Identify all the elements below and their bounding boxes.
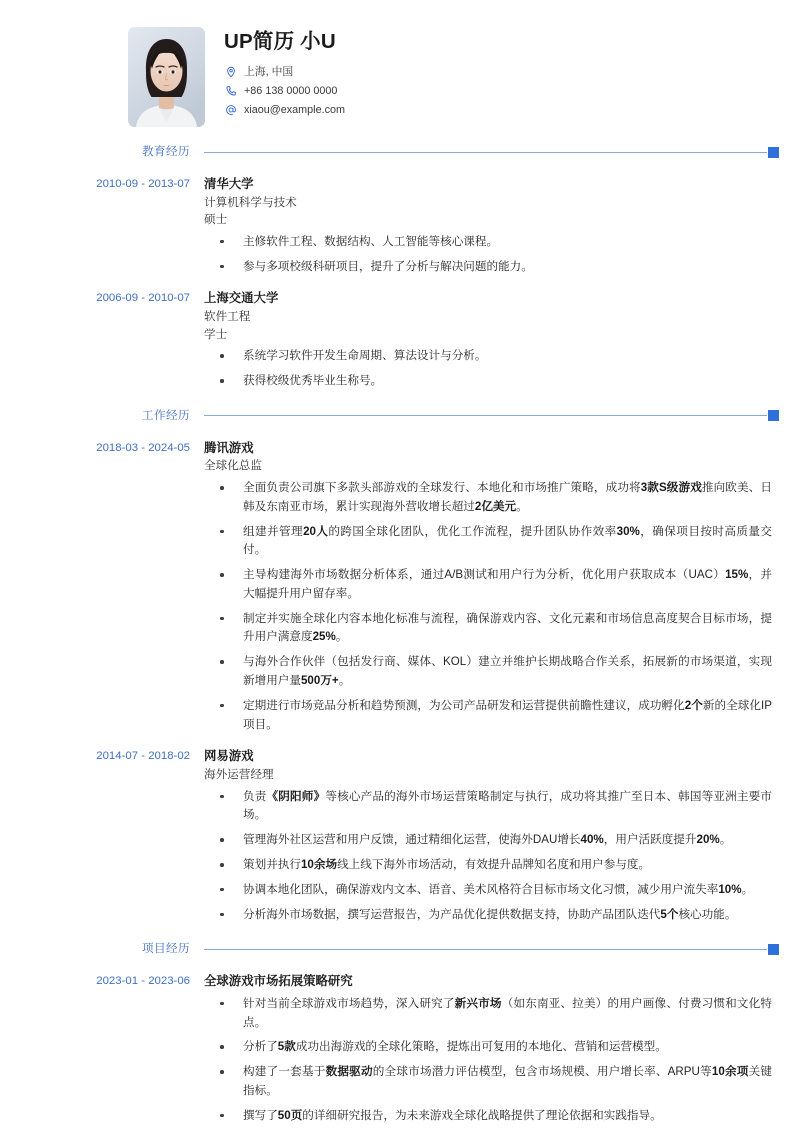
contact-phone — [224, 83, 345, 99]
bullet-item: 与海外合作伙伴（包括发行商、媒体、KOL）建立并维护长期战略合作关系，拓展新的市场渠道，实现新增用户量500万+。 — [204, 653, 772, 691]
resume-entry — [0, 747, 799, 924]
bullet-item: 管理海外社区运营和用户反馈，通过精细化运营，使海外DAU增长40%，用户活跃度提升20%。 — [204, 831, 772, 850]
section-header — [0, 938, 799, 960]
section-end-square-marker — [768, 944, 779, 955]
entry-body — [204, 439, 799, 735]
entry-body — [204, 747, 799, 924]
bullet-item: 分析海外市场数据，撰写运营报告，为产品优化提供数据支持，协助产品团队迭代5个核心功能。 — [204, 906, 772, 925]
bullet-item: 定期进行市场竞品分析和趋势预测，为公司产品研发和运营提供前瞻性建议，成功孵化2个新的全球化IP项目。 — [204, 697, 772, 735]
bullet-item: 组建并管理20人的跨国全球化团队，优化工作流程，提升团队协作效率30%，确保项目按时高质量交付。 — [204, 523, 772, 561]
contact-email — [224, 102, 345, 118]
entry-subtitle-primary: 软件工程 — [204, 310, 251, 323]
location-pin-icon — [224, 65, 237, 78]
contact-location — [224, 64, 345, 80]
bullet-item: 策划并执行10余场线上线下海外市场活动，有效提升品牌知名度和用户参与度。 — [204, 856, 772, 875]
bullet-item: 主导构建海外市场数据分析体系，通过A/B测试和用户行为分析，优化用户获取成本（UAC）15%，并大幅提升用户留存率。 — [204, 566, 772, 604]
resume-section — [0, 938, 799, 1125]
entry-body — [204, 972, 799, 1125]
entry-date-range: 2023-01 - 2023-06 — [96, 975, 190, 988]
entry-title: 网易游戏 — [204, 749, 254, 764]
entry-subtitle-primary: 全球化总监 — [204, 459, 262, 473]
entry-subtitle-primary: 海外运营经理 — [204, 767, 274, 781]
contact-email-text: xiaou@example.com — [244, 103, 345, 116]
resume-section — [0, 405, 799, 925]
candidate-name: UP简历 小U — [224, 30, 336, 53]
entry-subtitle-primary: 计算机科学与技术 — [204, 195, 297, 209]
bullet-item: 制定并实施全球化内容本地化标准与流程，确保游戏内容、文化元素和市场信息高度契合目标市场，提升用户满意度25%。 — [204, 610, 772, 648]
section-divider-rule — [204, 415, 767, 416]
bullet-item: 分析了5款成功出海游戏的全球化策略，提炼出可复用的本地化、营销和运营模型。 — [204, 1038, 772, 1057]
contact-location-text: 上海, 中国 — [244, 65, 294, 78]
resume-section — [0, 141, 799, 391]
entry-bullet-list — [204, 347, 772, 391]
entry-subtitle-secondary: 硕士 — [204, 213, 228, 227]
section-header — [0, 141, 799, 163]
bullet-item: 撰写了50页的详细研究报告，为未来游戏全球化战略提供了理论依据和实践指导。 — [204, 1107, 772, 1126]
entry-date-range: 2006-09 - 2010-07 — [96, 292, 190, 305]
bullet-item: 负责《阴阳师》等核心产品的海外市场运营策略制定与执行，成功将其推广至日本、韩国等亚洲主要市场。 — [204, 788, 772, 826]
entry-title: 清华大学 — [204, 177, 254, 191]
at-sign-icon — [224, 104, 237, 117]
entry-date-range: 2018-03 - 2024-05 — [96, 441, 190, 454]
bullet-item: 参与多项校级科研项目，提升了分析与解决问题的能力。 — [204, 258, 772, 277]
entry-body — [204, 289, 799, 390]
entry-body — [204, 175, 799, 276]
bullet-item: 系统学习软件开发生命周期、算法设计与分析。 — [204, 347, 772, 366]
bullet-item: 全面负责公司旗下多款头部游戏的全球发行、本地化和市场推广策略，成功将3款S级游戏推向欧美、日韩及东南亚市场，累计实现海外营收增长超过2亿美元。 — [204, 479, 772, 517]
entry-date-range: 2014-07 - 2018-02 — [96, 750, 190, 763]
bullet-item: 针对当前全球游戏市场趋势，深入研究了新兴市场（如东南亚、拉美）的用户画像、付费习惯和文化特点。 — [204, 995, 772, 1033]
section-title: 教育经历 — [142, 145, 190, 159]
entry-title: 腾讯游戏 — [204, 440, 254, 455]
section-divider-rule — [204, 152, 767, 153]
header-info — [205, 27, 345, 121]
bullet-item: 构建了一套基于数据驱动的全球市场潜力评估模型，包含市场规模、用户增长率、ARPU等10余项关键指标。 — [204, 1063, 772, 1101]
entry-subtitle-secondary: 学士 — [204, 327, 228, 341]
section-end-square-marker — [768, 147, 779, 158]
entry-bullet-list — [204, 233, 772, 277]
resume-sections — [0, 141, 799, 1126]
entry-date-range: 2010-09 - 2013-07 — [96, 178, 190, 190]
section-header — [0, 405, 799, 427]
resume-entry — [0, 289, 799, 390]
bullet-item: 获得校级优秀毕业生称号。 — [204, 372, 772, 391]
bullet-item: 主修软件工程、数据结构、人工智能等核心课程。 — [204, 233, 772, 252]
section-end-square-marker — [768, 410, 779, 421]
resume-entry — [0, 972, 799, 1125]
entry-title: 上海交通大学 — [204, 291, 279, 306]
entry-title: 全球游戏市场拓展策略研究 — [204, 974, 353, 989]
resume-entry — [0, 175, 799, 276]
contact-phone-text: +86 138 0000 0000 — [244, 84, 338, 97]
entry-bullet-list — [204, 788, 772, 925]
entry-bullet-list — [204, 995, 772, 1126]
section-title: 项目经历 — [142, 942, 190, 956]
section-title: 工作经历 — [142, 408, 190, 422]
profile-photo — [128, 27, 205, 127]
bullet-item: 协调本地化团队，确保游戏内文本、语音、美术风格符合目标市场文化习惯，减少用户流失率10%。 — [204, 881, 772, 900]
entry-bullet-list — [204, 479, 772, 734]
resume-entry — [0, 439, 799, 735]
phone-icon — [224, 84, 237, 97]
section-divider-rule — [204, 949, 767, 950]
resume-header — [0, 0, 799, 127]
